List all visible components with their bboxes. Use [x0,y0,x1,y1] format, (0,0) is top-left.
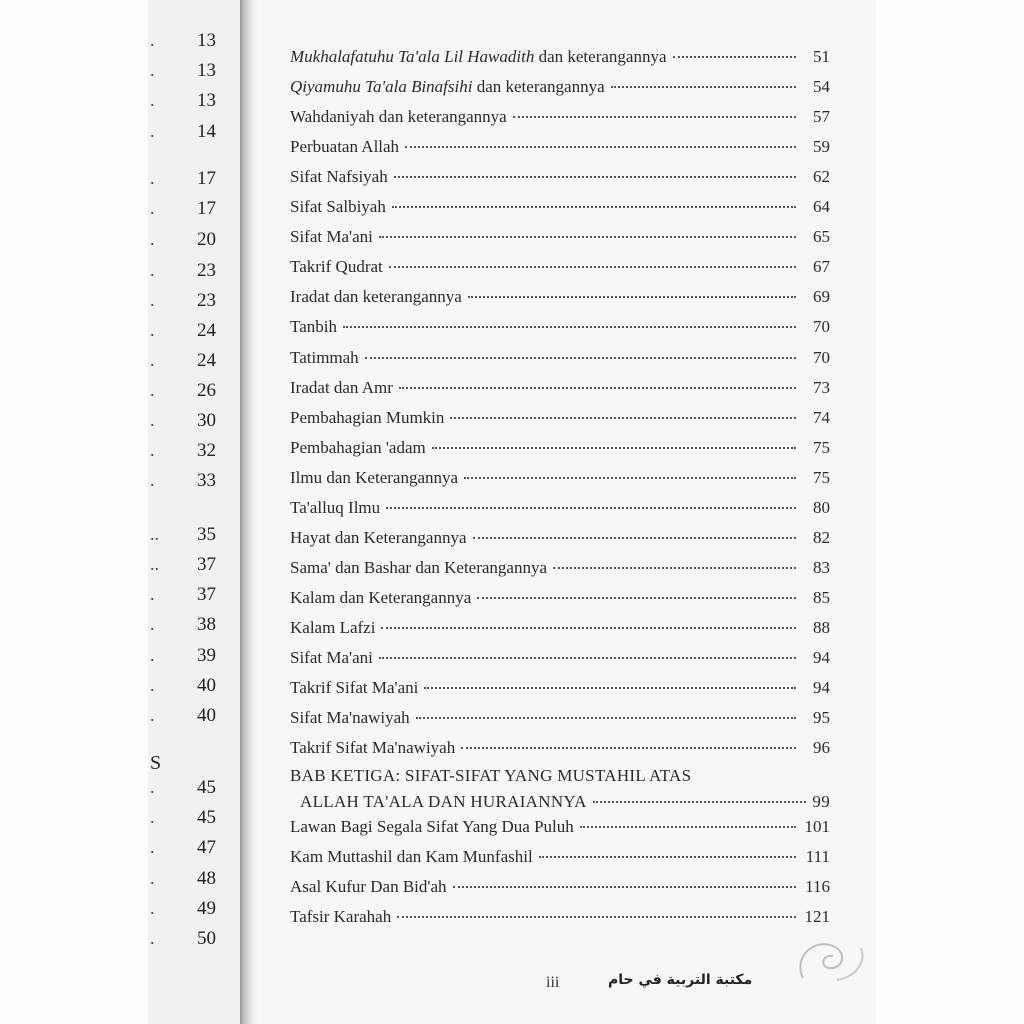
toc-entry-title: Perbuatan Allah [290,137,400,156]
toc-entry-page-number: 83 [813,558,830,577]
left-toc-page-number: 32 [197,440,216,461]
left-toc-page-number: 47 [197,837,216,858]
toc-entry [290,287,830,313]
dot-leader [473,537,796,539]
toc-entry-title: Ilmu dan Keterangannya [290,468,459,487]
toc-entry-title: Takrif Qudrat [290,257,383,276]
dot-leader [673,56,796,58]
toc-entry [290,137,830,163]
left-toc-row [148,614,228,640]
dot-leader [464,477,796,479]
left-toc-page-number: 20 [197,229,216,250]
toc-entry-title-suffix: dan keterangannya [534,47,667,66]
toc-entry-page-number: 74 [813,408,830,427]
toc-entry-title: Takrif Sifat Ma'ani [290,678,419,697]
dot-leader: . [150,350,155,370]
left-toc-page-number: 35 [197,524,216,545]
dot-leader [392,206,796,208]
toc-entry [290,317,830,343]
toc-entry-title: Tafsir Karahah [290,907,392,926]
toc-entry [290,678,830,704]
left-toc-page-number: 17 [197,168,216,189]
dot-leader: . [150,30,155,50]
dot-leader [450,417,796,419]
dot-leader [386,507,796,509]
dot-leader [379,236,796,238]
toc-entry [290,618,830,644]
dot-leader [365,357,796,359]
dot-leader [416,717,796,719]
left-toc-page-number: 40 [197,705,216,726]
toc-entry [290,648,830,674]
left-toc-row [148,350,228,376]
toc-entry-page-number: 85 [813,588,830,607]
book-gutter [240,0,258,1024]
left-toc-page-number: 45 [197,807,216,828]
toc-entry-page-number: 62 [813,167,830,186]
toc-entry-page-number: 70 [813,317,830,336]
toc-entry [290,907,830,933]
toc-entry-page-number: 70 [813,348,830,367]
left-toc-page-number: 24 [197,350,216,371]
dot-leader: .. [150,554,159,574]
chapter-heading-line1: BAB KETIGA: SIFAT-SIFAT YANG MUSTAHIL ATAS [290,766,692,785]
toc-entry [290,348,830,374]
dot-leader [513,116,796,118]
toc-entry-title: Sama' dan Bashar dan Keterangannya [290,558,548,577]
left-toc-page-number: 24 [197,320,216,341]
dot-leader [432,447,796,449]
left-toc-page-number: 23 [197,260,216,281]
left-toc-row [148,320,228,346]
left-toc-row [148,290,228,316]
toc-entry-page-number: 95 [813,708,830,727]
dot-leader: . [150,90,155,110]
dot-leader [394,176,796,178]
left-toc-row [148,584,228,610]
toc-entry-title: Sifat Ma'nawiyah [290,708,410,727]
left-toc-row [148,168,228,194]
toc-entry-title: Sifat Ma'ani [290,227,373,246]
toc-entry [290,257,830,283]
toc-entry-title: Iradat dan Amr [290,378,393,397]
toc-entry [290,197,830,223]
dot-leader: . [150,380,155,400]
toc-entry [290,877,830,903]
page-folio: iii [546,974,560,991]
chapter-heading-line2-row [290,792,830,818]
left-toc-page-number: 49 [197,898,216,919]
toc-entry-page-number: 69 [813,287,830,306]
toc-entry-page-number: 51 [813,47,830,66]
dot-leader [397,916,796,918]
toc-entry-title: Lawan Bagi Segala Sifat Yang Dua Puluh [290,817,574,836]
left-toc-page-number: 37 [197,554,216,575]
toc-entry [290,47,830,73]
left-toc-row [148,645,228,671]
toc-entry-title: Wahdaniyah dan keterangannya [290,107,507,126]
dot-leader: . [150,470,155,490]
toc-entry-title: Takrif Sifat Ma'nawiyah [290,738,456,757]
dot-leader: . [150,229,155,249]
dot-leader: . [150,807,155,827]
dot-leader [379,657,796,659]
toc-entry-title: Kalam Lafzi [290,618,376,637]
toc-entry-title: Qiyamuhu Ta'ala Binafsihi [290,77,473,96]
dot-leader [343,326,796,328]
toc-entry-page-number: 54 [813,77,830,96]
left-toc-page-number: 13 [197,90,216,111]
dot-leader: . [150,614,155,634]
toc-entry-title: Iradat dan keterangannya [290,287,462,306]
left-toc-row [148,868,228,894]
toc-entry-title: Sifat Nafsiyah [290,167,388,186]
toc-entry [290,847,830,873]
toc-entry-title: Tatimmah [290,348,359,367]
left-toc-page-number: 13 [197,30,216,51]
left-toc-page-number: 30 [197,410,216,431]
left-toc-row [148,60,228,86]
toc-page [258,0,876,1024]
toc-entry [290,107,830,133]
left-toc-page-number: 40 [197,675,216,696]
left-toc-page-number: 14 [197,121,216,142]
dot-leader: . [150,705,155,725]
dot-leader: . [150,320,155,340]
left-toc-page-number: 38 [197,614,216,635]
dot-leader [611,86,796,88]
toc-entry [290,378,830,404]
dot-leader [580,826,796,828]
toc-entry-title: Hayat dan Keterangannya [290,528,467,547]
toc-entry-page-number: 64 [813,197,830,216]
dot-leader [553,567,796,569]
left-toc-row [148,410,228,436]
toc-entry-title: Kalam dan Keterangannya [290,588,472,607]
decorative-swirl-icon [793,928,873,988]
left-page-stray-letter: S [150,752,162,774]
dot-leader: . [150,60,155,80]
left-toc-row [148,777,228,803]
toc-entry [290,408,830,434]
left-toc-row [148,807,228,833]
dot-leader: . [150,440,155,460]
toc-entry-title: Kam Muttashil dan Kam Munfashil [290,847,533,866]
left-toc-row [148,260,228,286]
left-toc-row [148,198,228,224]
toc-entry-title-suffix: dan keterangannya [472,77,605,96]
toc-entry-title: Pembahagian 'adam [290,438,426,457]
left-toc-row [148,90,228,116]
dot-leader [468,296,796,298]
dot-leader: . [150,290,155,310]
toc-entry-title: Asal Kufur Dan Bid'ah [290,877,447,896]
dot-leader [399,387,796,389]
left-toc-row [148,380,228,406]
dot-leader: . [150,410,155,430]
left-toc-row [148,121,228,147]
chapter-heading [290,766,830,818]
background-left [0,0,148,1024]
chapter-heading-line2: ALLAH TA'ALA DAN HURAIANNYA [300,792,587,811]
left-toc-row [148,705,228,731]
dot-leader [539,856,796,858]
left-toc-page-number: 26 [197,380,216,401]
left-toc-row [148,440,228,466]
toc-entry-page-number: 67 [813,257,830,276]
left-toc-page-number: 23 [197,290,216,311]
toc-entry-page-number: 101 [804,817,830,836]
left-toc-row [148,928,228,954]
dot-leader [405,146,796,148]
toc-entry-title: Sifat Salbiyah [290,197,386,216]
publisher-watermark: مكتبة التربية في حام [608,972,753,988]
left-page [148,0,240,1024]
toc-entry [290,708,830,734]
dot-leader [381,627,796,629]
dot-leader: . [150,168,155,188]
left-toc-page-number: 37 [197,584,216,605]
left-toc-row [148,470,228,496]
left-toc-row [148,898,228,924]
dot-leader: . [150,121,155,141]
left-toc-row [148,554,228,580]
toc-entry [290,817,830,843]
toc-entry [290,498,830,524]
toc-entry [290,588,830,614]
toc-entry [290,167,830,193]
toc-entry-page-number: 116 [805,877,830,896]
dot-leader: . [150,777,155,797]
left-toc-page-number: 33 [197,470,216,491]
toc-entry-page-number: 82 [813,528,830,547]
background-right [876,0,1024,1024]
toc-entry-page-number: 80 [813,498,830,517]
dot-leader: . [150,837,155,857]
dot-leader [593,801,807,803]
dot-leader: . [150,198,155,218]
toc-entry [290,227,830,253]
toc-entry [290,738,830,764]
left-toc-page-number: 45 [197,777,216,798]
toc-entry [290,558,830,584]
dot-leader: .. [150,524,159,544]
left-toc-page-number: 39 [197,645,216,666]
dot-leader: . [150,584,155,604]
toc-entry-title: Sifat Ma'ani [290,648,373,667]
toc-entry-page-number: 59 [813,137,830,156]
toc-entry [290,468,830,494]
dot-leader [424,687,796,689]
toc-entry-page-number: 73 [813,378,830,397]
left-toc-row [148,837,228,863]
dot-leader: . [150,898,155,918]
toc-entry-page-number: 94 [813,678,830,697]
toc-entry-page-number: 75 [813,468,830,487]
left-toc-page-number: 48 [197,868,216,889]
toc-entry [290,528,830,554]
dot-leader [477,597,796,599]
dot-leader: . [150,928,155,948]
toc-entry-title: Tanbih [290,317,337,336]
toc-entry-title: Pembahagian Mumkin [290,408,445,427]
dot-leader: . [150,645,155,665]
toc-entry-title: Mukhalafatuhu Ta'ala Lil Hawadith [290,47,535,66]
left-toc-page-number: 13 [197,60,216,81]
toc-entry-page-number: 88 [813,618,830,637]
dot-leader: . [150,260,155,280]
left-toc-row [148,675,228,701]
dot-leader [461,747,796,749]
toc-entry-page-number: 94 [813,648,830,667]
toc-entry [290,77,830,103]
toc-entry-title: Ta'alluq Ilmu [290,498,381,517]
dot-leader [453,886,796,888]
toc-entry-page-number: 111 [805,847,830,866]
left-toc-page-number: 17 [197,198,216,219]
toc-entry-page-number: 65 [813,227,830,246]
left-toc-row [148,524,228,550]
left-toc-row [148,30,228,56]
toc-entry-page-number: 75 [813,438,830,457]
dot-leader [389,266,796,268]
chapter-page-number: 99 [812,792,830,811]
toc-entry-page-number: 57 [813,107,830,126]
toc-entry-page-number: 96 [813,738,830,757]
dot-leader: . [150,868,155,888]
toc-entry-page-number: 121 [804,907,830,926]
left-toc-page-number: 50 [197,928,216,949]
left-toc-row [148,229,228,255]
dot-leader: . [150,675,155,695]
toc-entry [290,438,830,464]
